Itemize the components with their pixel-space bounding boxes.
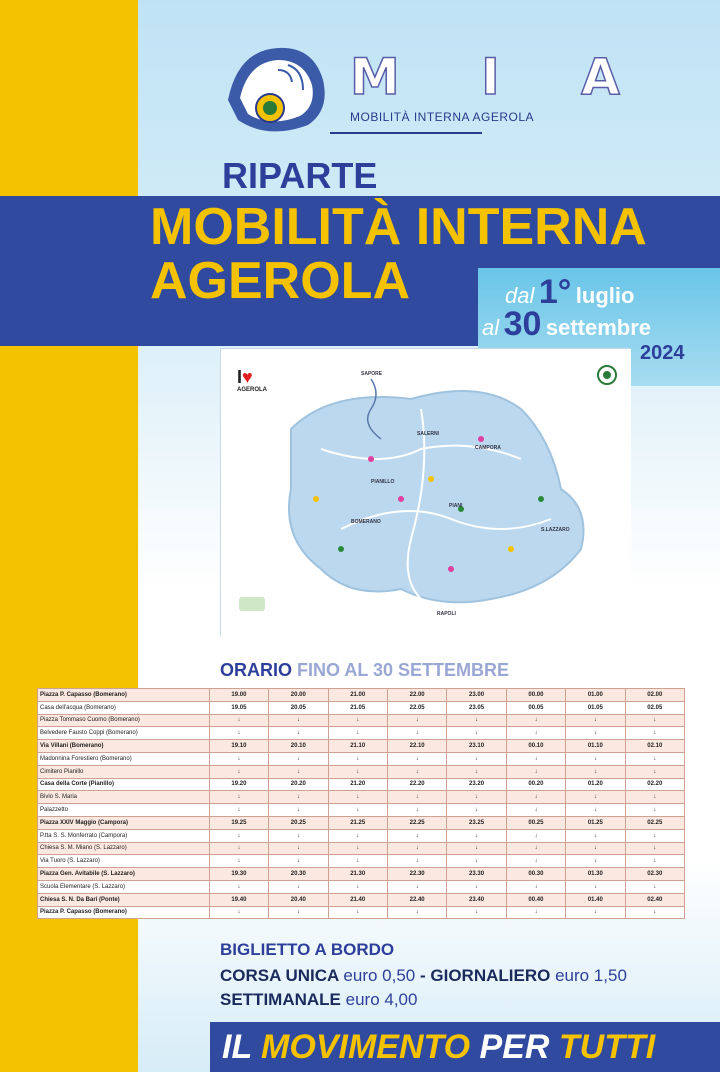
departure-time: ↓	[625, 842, 684, 855]
departure-time: 20.05	[269, 701, 328, 714]
table-row	[38, 714, 685, 727]
single-ride-price: euro 0,50	[343, 966, 416, 985]
departure-time: 00.25	[506, 816, 565, 829]
departure-time: ↓	[625, 829, 684, 842]
departure-time: 23.40	[447, 893, 506, 906]
departure-time: 19.00	[209, 689, 268, 702]
departure-time: 20.10	[269, 740, 328, 753]
departure-time: ↓	[387, 714, 446, 727]
map-label: SAPORE	[361, 371, 383, 377]
riparte-heading: RIPARTE	[222, 155, 378, 196]
slogan-part-1: IL	[222, 1028, 262, 1066]
departure-time: ↓	[387, 880, 446, 893]
departure-time: ↓	[447, 752, 506, 765]
departure-time: 23.10	[447, 740, 506, 753]
departure-time: ↓	[269, 829, 328, 842]
route-map	[220, 348, 630, 636]
departure-time: 02.20	[625, 778, 684, 791]
stop-name: Via Villani (Bomerano)	[38, 740, 210, 753]
departure-time: 02.40	[625, 893, 684, 906]
departure-time: 22.40	[387, 893, 446, 906]
departure-time: 21.05	[328, 701, 387, 714]
departure-time: ↓	[447, 829, 506, 842]
departure-time: ↓	[447, 880, 506, 893]
stop-name: Madonnina Forestiero (Bomerano)	[38, 752, 210, 765]
logo-letters: M I A	[350, 48, 652, 106]
departure-time: ↓	[209, 752, 268, 765]
i-love-letter: I	[237, 367, 243, 387]
departure-time: 20.25	[269, 816, 328, 829]
table-row	[38, 727, 685, 740]
date-end-day: 30	[503, 305, 542, 343]
departure-time: ↓	[506, 906, 565, 919]
logo-divider	[330, 132, 482, 134]
departure-time: 19.20	[209, 778, 268, 791]
departure-time: ↓	[209, 791, 268, 804]
departure-time: ↓	[506, 752, 565, 765]
date-year: 2024	[640, 342, 685, 364]
departure-time: 21.25	[328, 816, 387, 829]
date-start-day: 1°	[538, 273, 572, 311]
ticket-prices-line-2	[220, 990, 417, 1010]
table-row	[38, 740, 685, 753]
departure-time: ↓	[387, 765, 446, 778]
departure-time: ↓	[506, 829, 565, 842]
departure-time: 20.20	[269, 778, 328, 791]
departure-time: 21.30	[328, 868, 387, 881]
table-row	[38, 778, 685, 791]
departure-time: ↓	[269, 765, 328, 778]
departure-time: ↓	[209, 906, 268, 919]
departure-time: 01.05	[566, 701, 625, 714]
departure-time: ↓	[269, 804, 328, 817]
departure-time: 22.20	[387, 778, 446, 791]
ticket-prices-line-1	[220, 966, 627, 986]
departure-time: 21.10	[328, 740, 387, 753]
single-ride-label: CORSA UNICA	[220, 966, 339, 985]
departure-time: ↓	[387, 855, 446, 868]
departure-time: ↓	[209, 855, 268, 868]
daily-label: GIORNALIERO	[430, 966, 551, 985]
stop-name: Piazza Gen. Avitabile (S. Lazzaro)	[38, 868, 210, 881]
slogan-part-2: MOVIMENTO	[261, 1028, 471, 1066]
departure-time: ↓	[387, 804, 446, 817]
departure-time: ↓	[447, 714, 506, 727]
map-label: CAMPORA	[475, 445, 501, 451]
departure-time: ↓	[447, 727, 506, 740]
map-illustration	[221, 349, 631, 637]
departure-time: ↓	[506, 727, 565, 740]
title-line-2: AGEROLA	[150, 252, 410, 310]
departure-time: 02.30	[625, 868, 684, 881]
stop-name: Piazza P. Capasso (Bomerano)	[38, 906, 210, 919]
departure-time: ↓	[209, 765, 268, 778]
map-label: PIANILLO	[371, 479, 395, 485]
logo-subtitle: MOBILITÀ INTERNA AGEROLA	[350, 110, 535, 124]
departure-time: ↓	[328, 727, 387, 740]
price-separator: -	[415, 966, 431, 985]
ticket-heading: BIGLIETTO A BORDO	[220, 940, 395, 959]
departure-time: 01.25	[566, 816, 625, 829]
table-row	[38, 689, 685, 702]
departure-time: ↓	[328, 829, 387, 842]
departure-time: ↓	[506, 880, 565, 893]
table-row	[38, 855, 685, 868]
departure-time: 00.10	[506, 740, 565, 753]
departure-time: ↓	[506, 855, 565, 868]
departure-time: ↓	[447, 765, 506, 778]
departure-time: 20.30	[269, 868, 328, 881]
stop-name: Casa dell'acqua (Bomerano)	[38, 701, 210, 714]
daily-price: euro 1,50	[555, 966, 627, 985]
departure-time: 02.05	[625, 701, 684, 714]
departure-time: 21.20	[328, 778, 387, 791]
table-row	[38, 816, 685, 829]
date-start-month: luglio	[575, 283, 635, 308]
departure-time: ↓	[566, 880, 625, 893]
departure-time: ↓	[566, 714, 625, 727]
departure-time: 22.05	[387, 701, 446, 714]
departure-time: ↓	[566, 842, 625, 855]
departure-time: 01.40	[566, 893, 625, 906]
table-row	[38, 791, 685, 804]
map-label: PIANI	[449, 503, 463, 509]
departure-time: ↓	[447, 791, 506, 804]
departure-time: ↓	[566, 855, 625, 868]
departure-time: ↓	[269, 855, 328, 868]
departure-time: ↓	[387, 829, 446, 842]
departure-time: 00.40	[506, 893, 565, 906]
table-row	[38, 906, 685, 919]
stop-name: Chiesa S. M. Miano (S. Lazzaro)	[38, 842, 210, 855]
departure-time: ↓	[387, 752, 446, 765]
table-row	[38, 842, 685, 855]
departure-time: ↓	[209, 804, 268, 817]
departure-time: ↓	[269, 842, 328, 855]
table-row	[38, 765, 685, 778]
departure-time: 19.40	[209, 893, 268, 906]
departure-time: ↓	[566, 752, 625, 765]
departure-time: ↓	[625, 880, 684, 893]
departure-time: 21.40	[328, 893, 387, 906]
table-row	[38, 701, 685, 714]
stop-name: Piazza Tommaso Cuomo (Bomerano)	[38, 714, 210, 727]
departure-time: 01.30	[566, 868, 625, 881]
departure-time: ↓	[269, 714, 328, 727]
i-love-agerola-logo	[237, 367, 253, 388]
departure-time: ↓	[387, 842, 446, 855]
departure-time: ↓	[269, 752, 328, 765]
departure-time: 00.20	[506, 778, 565, 791]
departure-time: ↓	[506, 842, 565, 855]
departure-time: ↓	[209, 842, 268, 855]
departure-time: 22.00	[387, 689, 446, 702]
departure-time: 20.40	[269, 893, 328, 906]
departure-time: ↓	[566, 804, 625, 817]
stop-name: P.tta S. S. Monferrato (Campora)	[38, 829, 210, 842]
departure-time: ↓	[387, 791, 446, 804]
departure-time: 23.00	[447, 689, 506, 702]
departure-time: 23.05	[447, 701, 506, 714]
departure-time: ↓	[625, 791, 684, 804]
departure-time: ↓	[625, 752, 684, 765]
map-label: BOMERANO	[351, 519, 381, 525]
departure-time: 23.20	[447, 778, 506, 791]
departure-time: 01.00	[566, 689, 625, 702]
departure-time: ↓	[387, 906, 446, 919]
departure-time: ↓	[328, 855, 387, 868]
departure-time: ↓	[269, 880, 328, 893]
departure-time: ↓	[506, 765, 565, 778]
schedule-heading-highlight: FINO AL 30 SETTEMBRE	[297, 660, 510, 680]
departure-time: 21.00	[328, 689, 387, 702]
departure-time: 02.00	[625, 689, 684, 702]
departure-time: ↓	[566, 765, 625, 778]
table-row	[38, 880, 685, 893]
title-line-1: MOBILITÀ INTERNA	[150, 198, 647, 256]
heart-icon: ♥	[242, 367, 253, 387]
departure-time: ↓	[209, 880, 268, 893]
departure-time: 00.05	[506, 701, 565, 714]
departure-time: 01.10	[566, 740, 625, 753]
departure-time: 00.30	[506, 868, 565, 881]
departure-time: ↓	[328, 791, 387, 804]
departure-time: ↓	[506, 791, 565, 804]
departure-time: ↓	[447, 855, 506, 868]
departure-time: 20.00	[269, 689, 328, 702]
table-row	[38, 804, 685, 817]
departure-time: ↓	[447, 906, 506, 919]
departure-time: 00.00	[506, 689, 565, 702]
departure-time: 22.10	[387, 740, 446, 753]
date-dal: dal	[505, 283, 535, 308]
departure-time: 02.25	[625, 816, 684, 829]
schedule-heading-prefix: ORARIO	[220, 660, 292, 680]
departure-time: ↓	[328, 906, 387, 919]
departure-time: 19.25	[209, 816, 268, 829]
departure-time: ↓	[328, 765, 387, 778]
table-row	[38, 752, 685, 765]
timetable	[37, 688, 685, 919]
slogan-part-3: PER	[470, 1028, 559, 1066]
departure-time: ↓	[506, 804, 565, 817]
departure-time: ↓	[625, 727, 684, 740]
departure-time: ↓	[328, 880, 387, 893]
weekly-price: euro 4,00	[345, 990, 418, 1009]
map-label: RAPOLI	[437, 611, 456, 617]
departure-time: 19.30	[209, 868, 268, 881]
departure-time: ↓	[447, 804, 506, 817]
departure-time: 01.20	[566, 778, 625, 791]
departure-time: ↓	[328, 714, 387, 727]
map-label: SALERNI	[417, 431, 439, 437]
slogan	[222, 1028, 655, 1067]
departure-time: 19.05	[209, 701, 268, 714]
departure-time: 02.10	[625, 740, 684, 753]
stop-name: Scuola Elementare (S. Lazzaro)	[38, 880, 210, 893]
departure-time: ↓	[209, 829, 268, 842]
stop-name: Cimitero Pianillo	[38, 765, 210, 778]
table-row	[38, 893, 685, 906]
departure-time: 22.25	[387, 816, 446, 829]
date-al: al	[482, 315, 500, 340]
stop-name: Via Tuoro (S. Lazzaro)	[38, 855, 210, 868]
departure-time: ↓	[625, 804, 684, 817]
date-end	[482, 305, 651, 344]
departure-time: ↓	[209, 727, 268, 740]
map-label: S.LAZZARO	[541, 527, 570, 533]
stop-name: Piazza XXIV Maggio (Campora)	[38, 816, 210, 829]
departure-time: ↓	[328, 752, 387, 765]
table-row	[38, 829, 685, 842]
departure-time: ↓	[387, 727, 446, 740]
slogan-part-4: TUTTI	[558, 1028, 656, 1066]
departure-time: ↓	[269, 727, 328, 740]
i-love-agerola-subtext: AGEROLA	[237, 387, 267, 393]
stop-name: Casa della Corte (Pianillo)	[38, 778, 210, 791]
departure-time: 23.25	[447, 816, 506, 829]
stop-name: Chiesa S. N. Da Bari (Ponte)	[38, 893, 210, 906]
departure-time: ↓	[328, 804, 387, 817]
departure-time: ↓	[566, 906, 625, 919]
departure-time: ↓	[447, 842, 506, 855]
table-row	[38, 868, 685, 881]
schedule-heading	[220, 660, 509, 681]
departure-time: ↓	[506, 714, 565, 727]
stop-name: Belvedere Fausto Coppi (Bomerano)	[38, 727, 210, 740]
departure-time: ↓	[566, 791, 625, 804]
departure-time: ↓	[209, 714, 268, 727]
date-end-month: settembre	[545, 315, 652, 340]
departure-time: ↓	[625, 906, 684, 919]
departure-time: 22.30	[387, 868, 446, 881]
departure-time: ↓	[625, 765, 684, 778]
weekly-label: SETTIMANALE	[220, 990, 341, 1009]
stop-name: Palazzetto	[38, 804, 210, 817]
departure-time: ↓	[328, 842, 387, 855]
stop-name: Piazza P. Capasso (Bomerano)	[38, 689, 210, 702]
departure-time: 19.10	[209, 740, 268, 753]
departure-time: ↓	[566, 727, 625, 740]
departure-time: 23.30	[447, 868, 506, 881]
departure-time: ↓	[625, 714, 684, 727]
departure-time: ↓	[625, 855, 684, 868]
departure-time: ↓	[269, 906, 328, 919]
departure-time: ↓	[566, 829, 625, 842]
stop-name: Bivio S. Maria	[38, 791, 210, 804]
departure-time: ↓	[269, 791, 328, 804]
